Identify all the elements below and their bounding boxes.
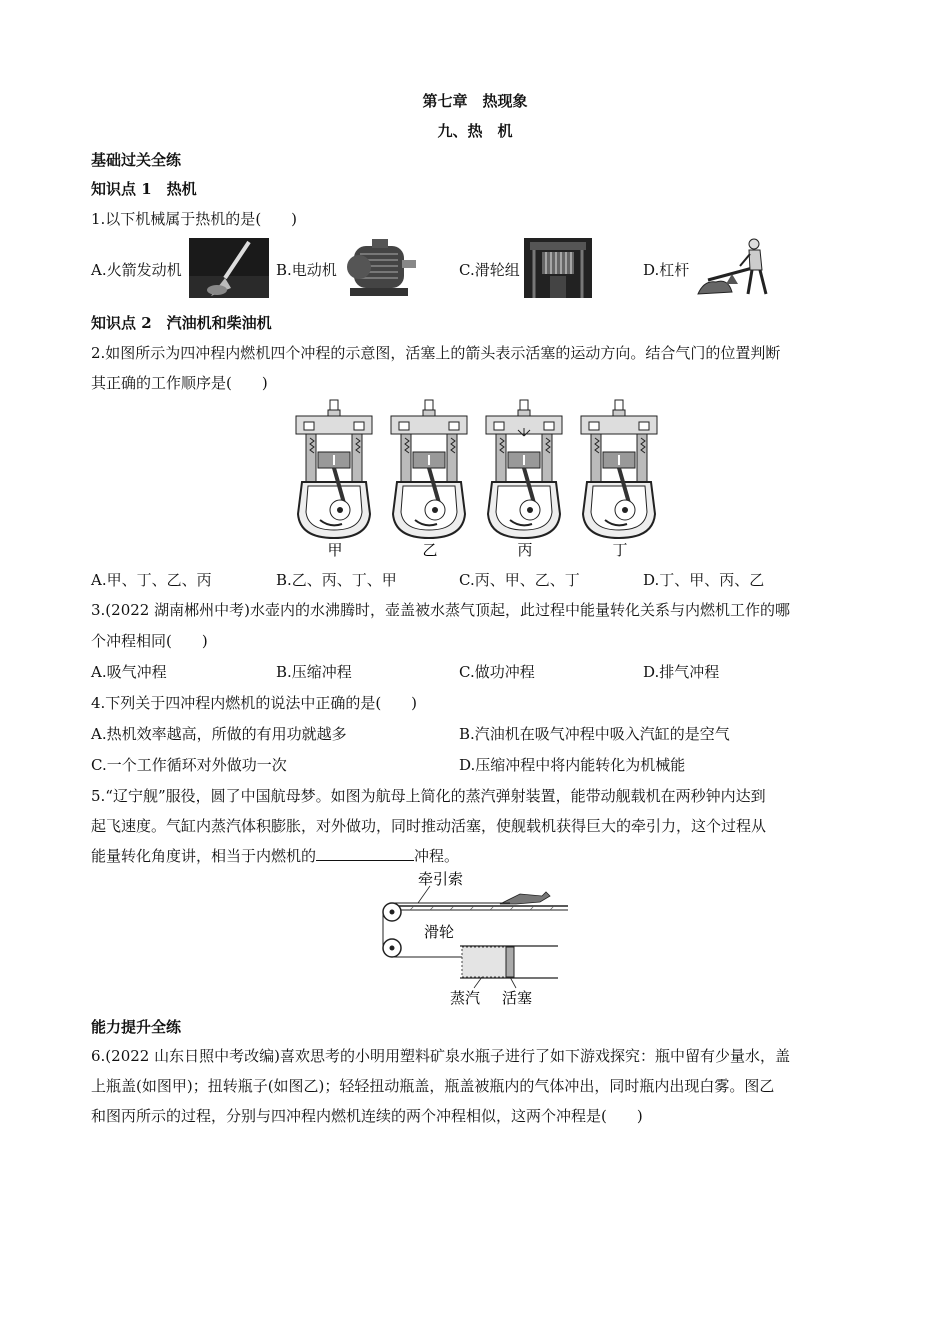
engine-label-bing: 丙	[517, 541, 533, 559]
q4-stem: 4.下列关于四冲程内燃机的说法中正确的是( )	[91, 694, 418, 712]
q5-line3	[91, 846, 459, 866]
engine-label-ding: 丁	[612, 541, 628, 559]
q6-line2: 上瓶盖(如图甲)；扭转瓶子(如图乙)；轻轻扭动瓶盖，瓶盖被瓶内的气体冲出，同时瓶内出现白雾。图乙	[91, 1077, 775, 1095]
q5-line2: 起飞速度。气缸内蒸汽体积膨胀，对外做功，同时推动活塞，使舰载机获得巨大的牵引力，这个过程从	[91, 817, 767, 835]
pulley-block-photo	[524, 238, 592, 298]
label-steam: 蒸汽	[450, 989, 481, 1007]
q1-option-c: C.滑轮组	[459, 261, 520, 279]
q3-stem-line1: 3.(2022 湖南郴州中考)水壶内的水沸腾时，壶盖被水蒸气顶起，此过程中能量转化关系与内燃机工作的哪	[91, 601, 790, 619]
label-pulley: 滑轮	[424, 923, 455, 941]
q4-option-c: C.一个工作循环对外做功一次	[91, 756, 287, 774]
q5-answer-blank[interactable]	[316, 846, 414, 861]
lesson-title: 九、热 机	[437, 122, 513, 140]
knowledge-point-2: 知识点 2 汽油机和柴油机	[91, 314, 272, 332]
q4-option-b: B.汽油机在吸气冲程中吸入汽缸的是空气	[459, 725, 730, 743]
q6-line3: 和图丙所示的过程，分别与四冲程内燃机连续的两个冲程相似，这两个冲程是( )	[91, 1107, 643, 1125]
q1-option-d: D.杠杆	[643, 261, 690, 279]
q2-option-d: D.丁、甲、丙、乙	[643, 571, 765, 589]
q3-option-b: B.压缩冲程	[276, 663, 352, 681]
q5-line3-post: 冲程。	[414, 847, 460, 865]
q4-option-a: A.热机效率越高，所做的有用功就越多	[91, 725, 347, 743]
q5-line3-pre: 能量转化角度讲，相当于内燃机的	[91, 847, 317, 865]
four-stroke-engine-diagrams	[290, 398, 670, 563]
section-advanced: 能力提升全练	[91, 1018, 182, 1036]
electric-motor-photo	[340, 236, 420, 300]
section-basic: 基础过关全练	[91, 151, 182, 169]
label-piston: 活塞	[502, 989, 533, 1007]
q2-option-c: C.丙、甲、乙、丁	[459, 571, 580, 589]
lever-illustration	[694, 236, 774, 298]
q2-stem-line2: 其正确的工作顺序是( )	[91, 374, 268, 392]
rocket-photo	[189, 238, 269, 298]
steam-catapult-diagram	[370, 866, 575, 1008]
q3-option-a: A.吸气冲程	[91, 663, 167, 681]
knowledge-point-1: 知识点 1 热机	[91, 180, 197, 198]
q2-stem-line1: 2.如图所示为四冲程内燃机四个冲程的示意图，活塞上的箭头表示活塞的运动方向。结合气门的位置判断	[91, 344, 781, 362]
q1-option-a: A.火箭发动机	[91, 261, 182, 279]
q3-stem-line2: 个冲程相同( )	[91, 632, 208, 650]
label-rope: 牵引索	[418, 870, 464, 888]
q2-option-a: A.甲、丁、乙、丙	[91, 571, 212, 589]
q5-line1: 5.“辽宁舰”服役，圆了中国航母梦。如图为航母上简化的蒸汽弹射装置，能带动舰载机在两秒钟内达到	[91, 787, 766, 805]
q3-option-d: D.排气冲程	[643, 663, 720, 681]
engine-label-yi: 乙	[422, 541, 438, 559]
q3-option-c: C.做功冲程	[459, 663, 535, 681]
engine-label-jia: 甲	[327, 541, 343, 559]
q2-option-b: B.乙、丙、丁、甲	[276, 571, 397, 589]
q4-option-d: D.压缩冲程中将内能转化为机械能	[459, 756, 686, 774]
q1-stem: 1.以下机械属于热机的是( )	[91, 210, 298, 228]
q1-option-b: B.电动机	[276, 261, 337, 279]
q6-line1: 6.(2022 山东日照中考改编)喜欢思考的小明用塑料矿泉水瓶子进行了如下游戏探究：瓶中留有少量水，盖	[91, 1047, 790, 1065]
chapter-title: 第七章 热现象	[422, 92, 528, 110]
